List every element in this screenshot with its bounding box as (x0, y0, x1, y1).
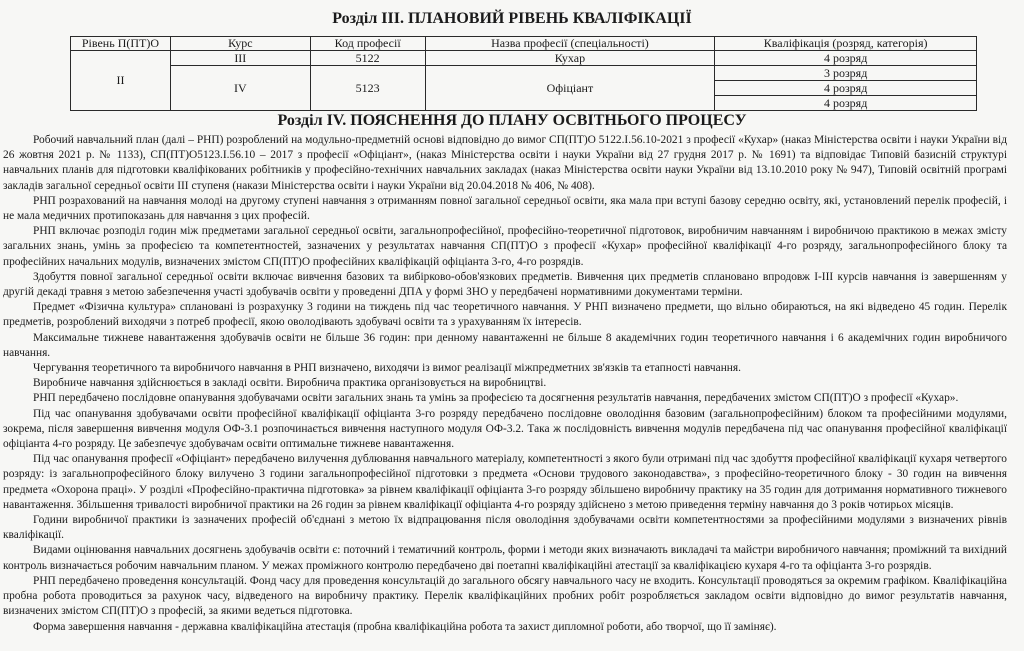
course-cell: ІІІ (170, 51, 310, 66)
qualification-table (70, 36, 977, 111)
paragraph: Години виробничої практики із зазначених професій об'єднані з метою їх відпрацювання після оволодіння здобувачами освіти компетентностями за професійними модулями з визначених рівнів кваліфікації. (3, 514, 1007, 542)
code-cell: 5123 (310, 66, 425, 111)
table-header-cell: Рівень П(ПТ)О (71, 37, 171, 51)
section-3-title: Розділ ІІІ. ПЛАНОВИЙ РІВЕНЬ КВАЛІФІКАЦІЇ (332, 10, 692, 27)
qualification-cell: 4 розряд (715, 96, 977, 111)
table-row (71, 51, 977, 66)
paragraph: РНП передбачено проведення консультацій. Фонд часу для проведення консультацій до загального обсягу навчального часу не входить. Консультації проводяться за окремим графіком. Кваліфікаційна пробна робота проводиться за рахунок часу, відведеного на виробничу практику. Перелік кваліфікаційних пробних робіт розробляється закладом освіти відповідно до вимог результатів навчання, визначених змістом СП(ПТ)О з професій, за якими ведеться підготовка. (3, 574, 1007, 618)
paragraph: Чергування теоретичного та виробничого навчання в РНП визначено, виходячи із вимог реалізації міжпредметних зв'язків та етапності навчання. (33, 362, 741, 375)
profession-cell: Кухар (425, 51, 715, 66)
table-header-row (71, 37, 977, 51)
course-cell: IV (170, 66, 310, 111)
paragraph: РНП включає розподіл годин між предметами загальної середньої освіти, загальнопрофесійної, професійно-теоретичної підготовок, виробничим навчанням і виробничою практикою в межах змісту загальних знань, умінь за професією та компетентностей, зазначених у результатах навчання СП(ПТ)О з професії «Кухар» професійної кваліфікації 4-го розряду, загальнопрофесійного блоку та професійних начальних модулів, визначених змістом СП(ПТ)О професійних кваліфікацій офіціанта 3-го, 4-го розрядів. (3, 225, 1007, 268)
qualification-cell: 3 розряд (715, 66, 977, 81)
paragraph: Під час опанування професії «Офіціант» передбачено вилучення дублювання навчального матеріалу, компетентності з якого були отримані під час здобуття професійної кваліфікації кухаря четвертого розряду: із загальнопрофесійного блоку вилучено 3 години загальнопрофесійної підготовки з предмета «Основи трудового законодавства», з професійно-теоретичного блоку - 30 годин на вивчення предмета «Охорона праці». У розділі «Професійно-практична підготовка» за рівнем кваліфікації офіціанта 3-го розряду збільшено виробничу практику на 35 годин для дотримання нормативного тижневого навантаження. Збільшення тривалості виробничої практики на 26 годин за рівнем кваліфікації офіціанта 4-го розряду здійснено з метою приведення терміну навчання до 3 років чотирьох місяців. (3, 453, 1007, 511)
section-4-body (3, 133, 1007, 635)
profession-cell: Офіціант (425, 66, 715, 111)
table-header-cell: Назва професії (спеціальності) (425, 37, 715, 51)
paragraph: Виробниче навчання здійснюється в закладі освіти. Виробнича практика організовується на виробництві. (33, 377, 547, 390)
paragraph: Здобуття повної загальної середньої освіти включає вивчення базових та вибірково-обов'язкових предметів. Вивчення цих предметів сплановано впродовж І-ІІІ курсів навчання із завершенням у другій декаді травня з метою забезпечення участі здобувачів освіти у проведенні ДПА у формі ЗНО у передбачені нормативними документами терміни. (3, 270, 1007, 299)
table-header-cell: Кваліфікація (розряд, категорія) (715, 37, 977, 51)
table-header-cell: Курс (170, 37, 310, 51)
paragraph: РНП розрахований на навчання молоді на другому ступені навчання з отриманням повної загальної середньої освіти, яка мала при вступі базову середню освіту, які, установлений перелік професій, і не мала медичних протипоказань для навчання з цих професій. (3, 194, 1007, 223)
paragraph: Форма завершення навчання - державна кваліфікаційна атестація (пробна кваліфікаційна робота та захист дипломної роботи, або творчої, що її заміняє). (33, 620, 777, 633)
qualification-cell: 4 розряд (715, 81, 977, 96)
table-header-cell: Код професії (310, 37, 425, 51)
code-cell: 5122 (310, 51, 425, 66)
paragraph: РНП передбачено послідовне опанування здобувачами освіти загальних знань та умінь за професією та досягнення результатів навчання, передбачених змістом СП(ПТ)О з професії «Кухар». (33, 392, 959, 405)
paragraph: Видами оцінювання навчальних досягнень здобувачів освіти є: поточний і тематичний контроль, форми і методи яких визначають викладачі та майстри виробничого навчання; проміжний та вихідний контроль визначається робочим навчальним планом. У межах проміжного контролю передбачено дві поетапні кваліфікаційні атестації за кваліфікацією кухаря 4-го та офіціанта 3-го розрядів. (3, 544, 1007, 572)
paragraph: Під час опанування здобувачами освіти професійної кваліфікації офіціанта 3-го розряду передбачено послідовне оволодіння базовим (загальнопрофесійним) блоком та професійними модулями, зокрема, після завершення вивчення модуля ОФ-3.1 розпочинається вивчення наступного модуля ОФ-3.2. Така ж послідовність вивчення модулів передбачена під час опанування професійної кваліфікації офіціанта 4-го розряду. Це забезпечує здобувачам освіти оптимальне тижневе навантаження. (3, 407, 1007, 451)
qualification-cell: 4 розряд (715, 51, 977, 66)
section-4-title: Розділ IV. ПОЯСНЕННЯ ДО ПЛАНУ ОСВІТНЬОГО ПРОЦЕСУ (277, 112, 747, 129)
level-cell: ІІ (71, 51, 171, 111)
paragraph: Робочий навчальний план (далі – РНП) розроблений на модульно-предметній основі відповідно до вимог СП(ПТ)О 5122.І.56.10-2021 з професії «Кухар» (наказ Міністерства освіти і науки України від 26 жовтня 2021 р. № 1133), СП(ПТ)О5123.І.56.10 – 2017 з професії «Офіціант», (наказ Міністерства освіти і науки України від 27 грудня 2017 р. № 1691) та відповідає Типовій базисній структурі навчальних планів для підготовки кваліфікованих робітників у професійно-технічних навчальних закладах (наказ Міністерства освіти науки України від 13.10.2010 року № 947), Типовій освітній програмі закладів загальної середньої освіти ІІІ ступеня (накази Міністерства освіти і науки України від 20.04.2018 № 406, № 408). (3, 134, 1007, 192)
paragraph: Предмет «Фізична культура» сплановані із розрахунку 3 години на тиждень під час теоретичного навчання. У РНП визначено предмети, що вільно обираються, на які відведено 45 годин. Перелік предметів, розроблений виходячи з потреб професії, якою оволодівають здобувачі освіти та з урахуванням їх інтересів. (3, 301, 1007, 329)
paragraph: Максимальне тижневе навантаження здобувачів освіти не більше 36 годин: при денному навантаженні не більше 8 академічних годин теоретичного навчання і 6 академічних годин виробничого навчання. (3, 331, 1007, 359)
table-row (71, 66, 977, 81)
